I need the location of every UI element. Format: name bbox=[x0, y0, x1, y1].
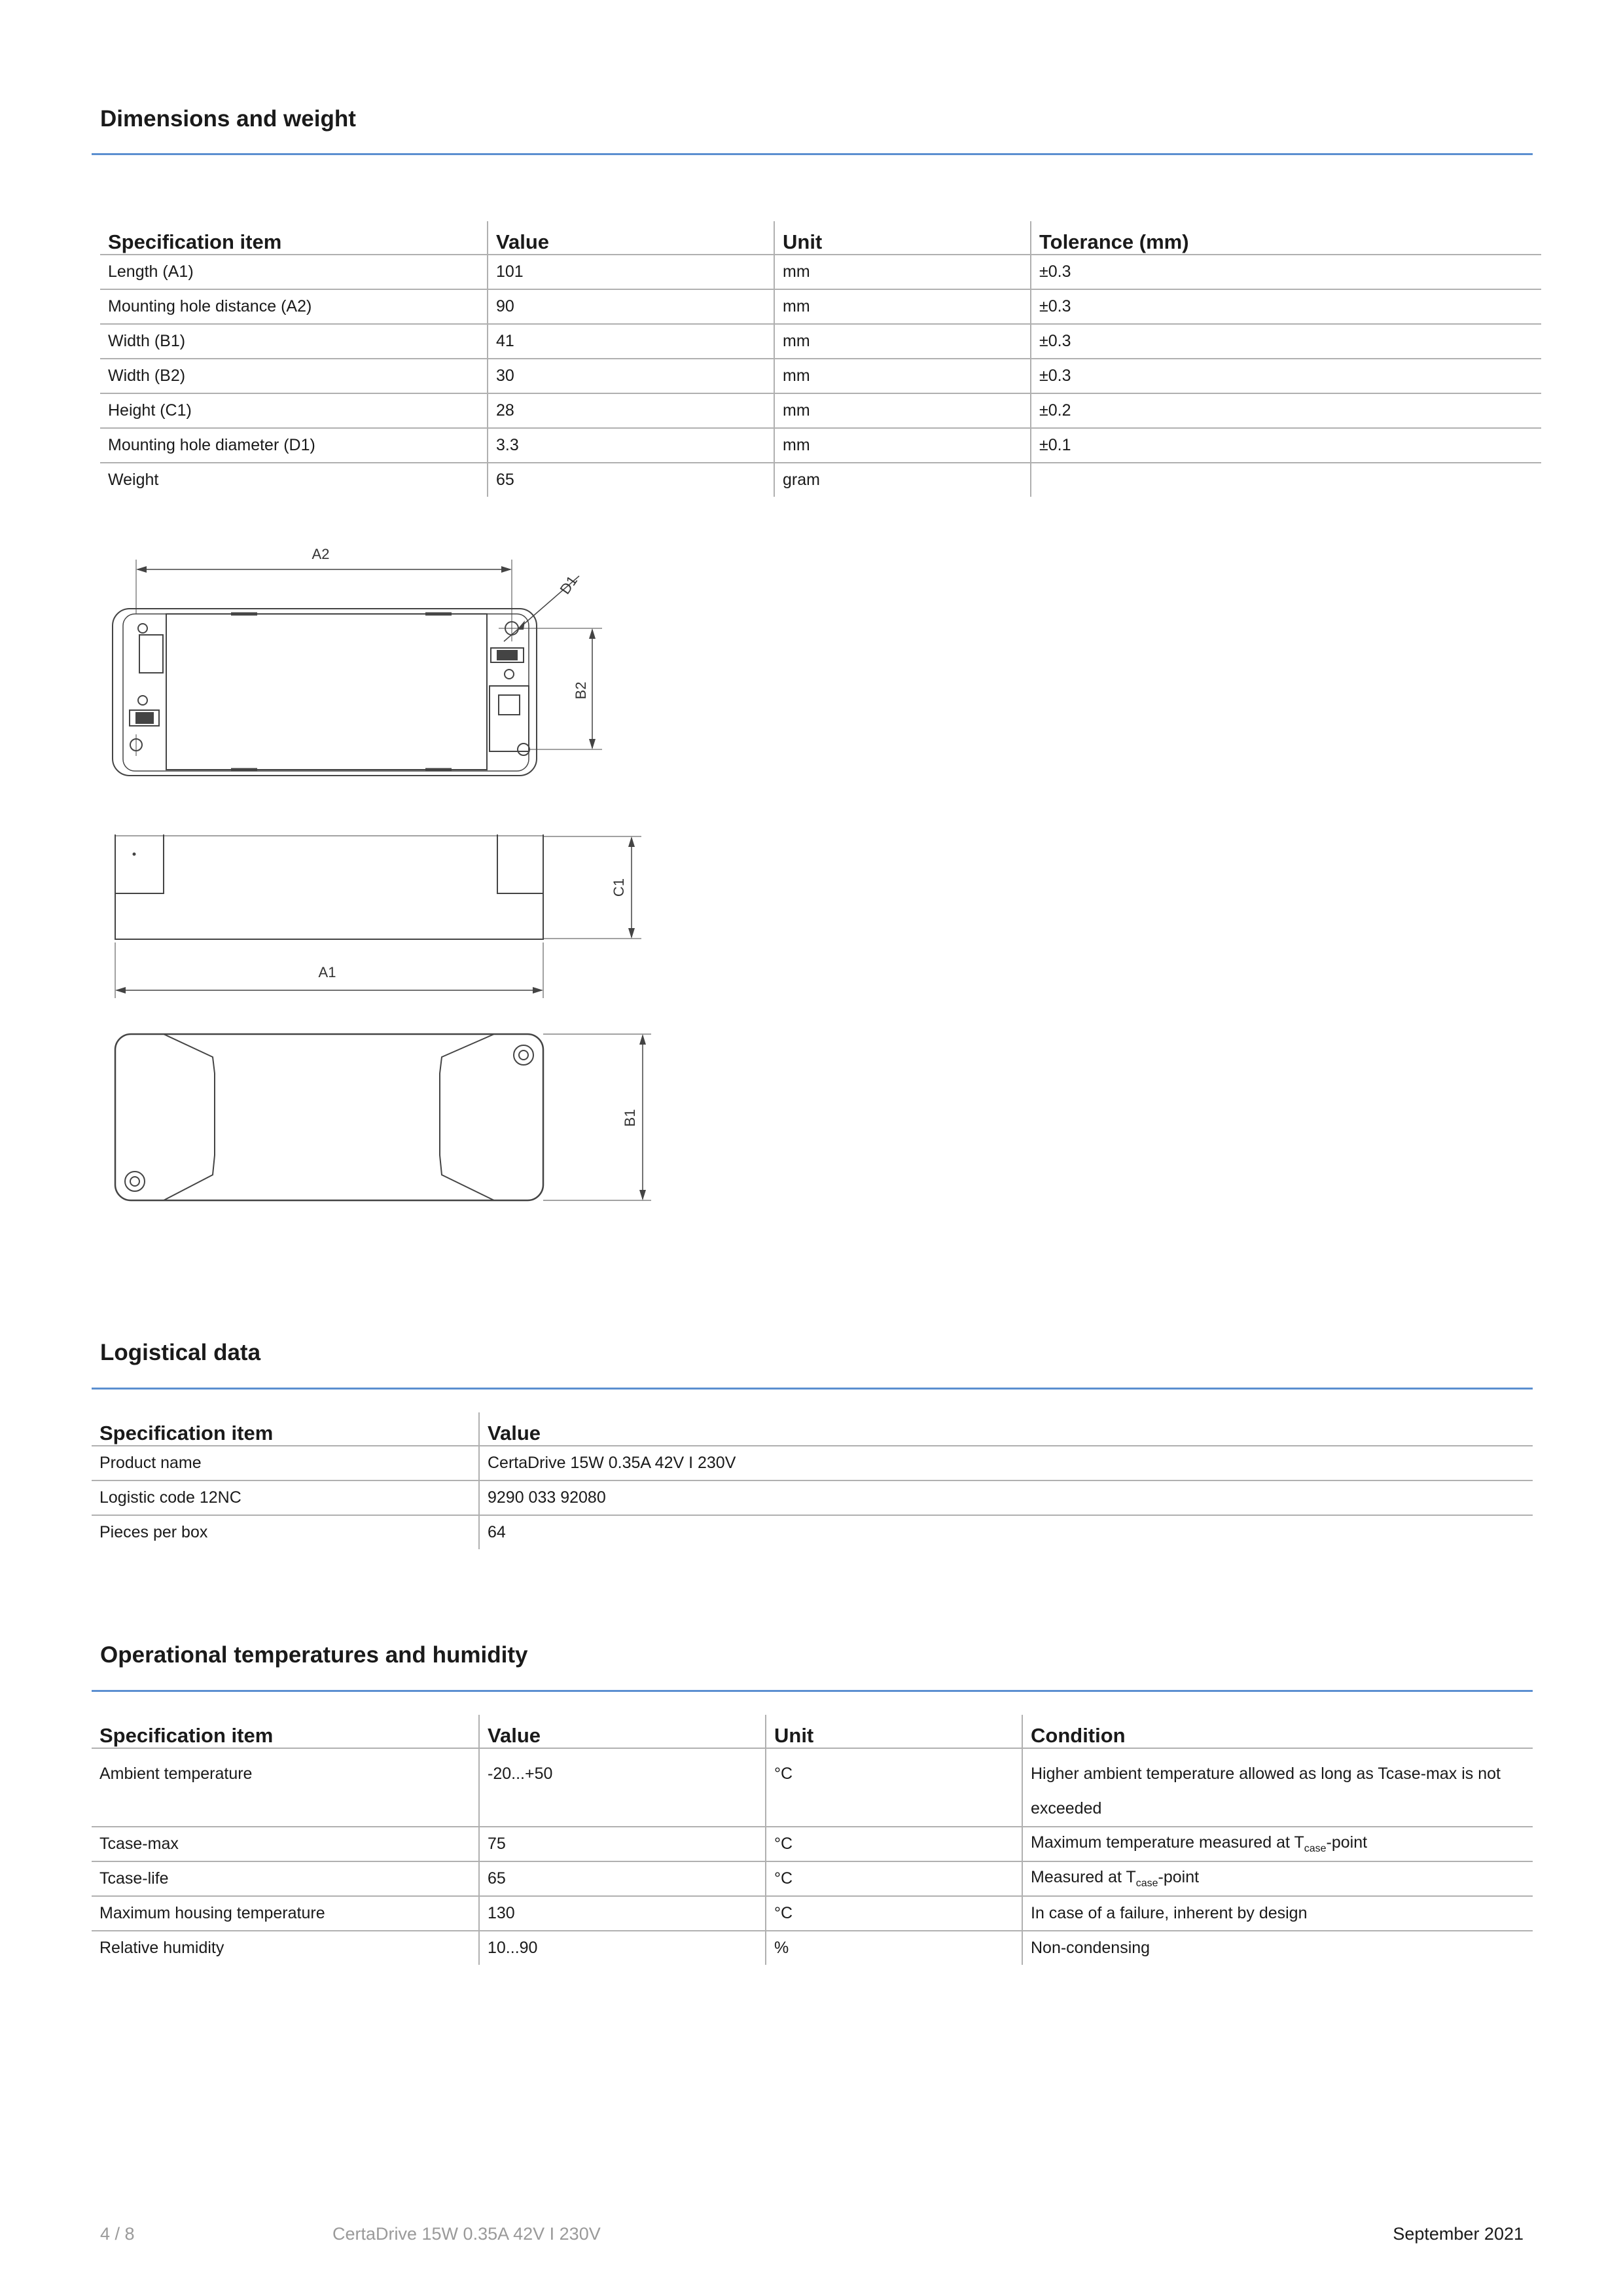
label-b2: B2 bbox=[573, 681, 589, 700]
column-header: Specification item bbox=[92, 1412, 479, 1446]
cell-item: Maximum housing temperature bbox=[92, 1896, 479, 1931]
label-a1: A1 bbox=[318, 964, 336, 980]
condition-subscript: case bbox=[1135, 1878, 1158, 1889]
cell-item: Weight bbox=[108, 471, 159, 489]
column-header: Unit bbox=[766, 1715, 1022, 1748]
cell-item: Mounting hole diameter (D1) bbox=[100, 428, 488, 463]
cell-value: 3.3 bbox=[488, 428, 774, 463]
cell-item: Length (A1) bbox=[100, 255, 488, 289]
table-row bbox=[100, 289, 1541, 324]
label-a2: A2 bbox=[312, 546, 330, 562]
cell-item: Tcase-max bbox=[92, 1827, 479, 1861]
table-row bbox=[92, 1827, 1533, 1861]
dimension-drawings bbox=[98, 537, 661, 1230]
cell-value: 65 bbox=[479, 1861, 766, 1896]
dimensions-title: Dimensions and weight bbox=[100, 106, 356, 132]
cell-item: Product name bbox=[92, 1446, 479, 1480]
table-row bbox=[100, 428, 1541, 463]
cell-value: CertaDrive 15W 0.35A 42V I 230V bbox=[479, 1446, 1533, 1480]
condition-subscript: case bbox=[1304, 1843, 1327, 1854]
column-header: Unit bbox=[774, 221, 1031, 255]
cell-tolerance: ±0.1 bbox=[1031, 428, 1541, 463]
cell-item: Logistic code 12NC bbox=[92, 1480, 479, 1515]
table-row bbox=[100, 324, 1541, 359]
table-row bbox=[100, 393, 1541, 428]
cell-unit: °C bbox=[766, 1748, 1022, 1827]
top-view-drawing bbox=[113, 546, 602, 776]
cell-value: 30 bbox=[488, 359, 774, 393]
table-row bbox=[100, 255, 1541, 289]
footer-product-name: CertaDrive 15W 0.35A 42V I 230V bbox=[332, 2224, 601, 2244]
page-number: 4 / 8 bbox=[100, 2224, 135, 2244]
cell-unit: gram bbox=[774, 463, 1031, 497]
cell-item: Height (C1) bbox=[100, 393, 488, 428]
cell-value: 10...90 bbox=[479, 1931, 766, 1965]
cell-value: 101 bbox=[488, 255, 774, 289]
table-row bbox=[92, 1931, 1533, 1965]
cell-unit: mm bbox=[774, 289, 1031, 324]
table-row bbox=[92, 1861, 1533, 1896]
table-row bbox=[92, 1480, 1533, 1515]
cell-condition: Higher ambient temperature allowed as long as Tcase-max is not exceeded bbox=[1022, 1748, 1533, 1827]
operational-table bbox=[92, 1715, 1533, 1965]
cell-tolerance: ±0.3 bbox=[1031, 289, 1541, 324]
cell-condition bbox=[1022, 1827, 1533, 1861]
cell-condition: Non-condensing bbox=[1022, 1931, 1533, 1965]
cell-tolerance: ±0.3 bbox=[1031, 359, 1541, 393]
cell-value: 64 bbox=[479, 1515, 1533, 1549]
cell-item: Mounting hole distance (A2) bbox=[100, 289, 488, 324]
column-header: Value bbox=[488, 221, 774, 255]
table-row bbox=[92, 1896, 1533, 1931]
logistical-title: Logistical data bbox=[100, 1340, 261, 1365]
footer-date: September 2021 bbox=[1393, 2224, 1524, 2244]
operational-title-rule bbox=[92, 1690, 1533, 1692]
cell-value: 65 bbox=[488, 463, 774, 497]
column-header: Tolerance (mm) bbox=[1031, 221, 1541, 255]
cell-item: Width (B1) bbox=[100, 324, 488, 359]
table-header-row bbox=[92, 1412, 1533, 1446]
cell-unit: mm bbox=[774, 255, 1031, 289]
table-row bbox=[100, 359, 1541, 393]
logistical-table bbox=[92, 1412, 1533, 1549]
label-c1: C1 bbox=[611, 878, 627, 897]
cell-value: 75 bbox=[479, 1827, 766, 1861]
dimensions-title-rule bbox=[92, 153, 1533, 155]
label-b1: B1 bbox=[622, 1109, 638, 1127]
cell-unit: mm bbox=[774, 324, 1031, 359]
condition-text: Measured at T bbox=[1031, 1868, 1136, 1886]
condition-text: Maximum temperature measured at T bbox=[1031, 1833, 1304, 1852]
bottom-view-drawing bbox=[115, 1034, 651, 1200]
cell-tolerance: ±0.3 bbox=[1031, 255, 1541, 289]
cell-item: Ambient temperature bbox=[92, 1748, 479, 1827]
table-header-row bbox=[92, 1715, 1533, 1748]
cell-unit: °C bbox=[766, 1896, 1022, 1931]
cell-item: Width (B2) bbox=[100, 359, 488, 393]
logistical-title-rule bbox=[92, 1388, 1533, 1390]
table-row bbox=[92, 1748, 1533, 1827]
cell-unit: °C bbox=[766, 1827, 1022, 1861]
condition-text-end: -point bbox=[1326, 1833, 1368, 1852]
label-d1: D1 bbox=[556, 573, 581, 598]
column-header: Specification item bbox=[92, 1715, 479, 1748]
cell-unit: °C bbox=[766, 1861, 1022, 1896]
cell-tolerance: ±0.2 bbox=[1031, 393, 1541, 428]
operational-title: Operational temperatures and humidity bbox=[100, 1642, 528, 1668]
cell-value: 28 bbox=[488, 393, 774, 428]
cell-value: -20...+50 bbox=[479, 1748, 766, 1827]
cell-unit: % bbox=[766, 1931, 1022, 1965]
table-header-row bbox=[100, 221, 1541, 255]
cell-value: 41 bbox=[488, 324, 774, 359]
cell-unit: mm bbox=[774, 393, 1031, 428]
cell-tolerance bbox=[1031, 463, 1541, 497]
cell-condition bbox=[1022, 1861, 1533, 1896]
column-header: Specification item bbox=[100, 221, 488, 255]
column-header: Value bbox=[479, 1715, 766, 1748]
column-header: Value bbox=[479, 1412, 1533, 1446]
cell-value: 130 bbox=[479, 1896, 766, 1931]
cell-tolerance: ±0.3 bbox=[1031, 324, 1541, 359]
cell-item: Tcase-life bbox=[92, 1861, 479, 1896]
cell-item: Relative humidity bbox=[99, 1939, 224, 1957]
cell-item: Pieces per box bbox=[99, 1523, 208, 1541]
column-header: Condition bbox=[1022, 1715, 1533, 1748]
cell-value: 90 bbox=[488, 289, 774, 324]
cell-condition: In case of a failure, inherent by design bbox=[1022, 1896, 1533, 1931]
side-view-drawing bbox=[115, 834, 641, 998]
table-row bbox=[92, 1515, 1533, 1549]
cell-unit: mm bbox=[774, 359, 1031, 393]
table-row bbox=[92, 1446, 1533, 1480]
cell-value: 9290 033 92080 bbox=[479, 1480, 1533, 1515]
table-row bbox=[100, 463, 1541, 497]
condition-text-end: -point bbox=[1158, 1868, 1200, 1886]
dimensions-table bbox=[100, 221, 1541, 497]
cell-unit: mm bbox=[774, 428, 1031, 463]
